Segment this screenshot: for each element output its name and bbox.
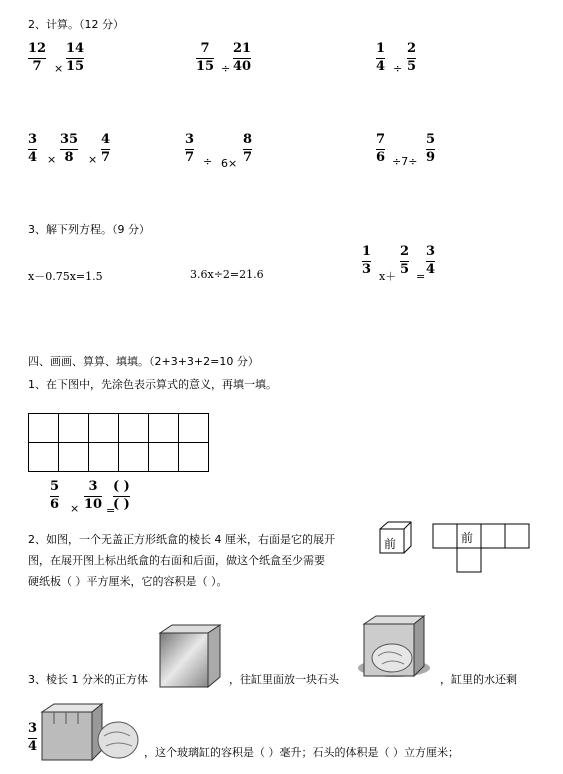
operator: ÷	[393, 62, 403, 75]
fraction: 1 4	[376, 41, 386, 74]
operator: ÷7÷	[392, 155, 418, 168]
net-front-label: 前	[461, 531, 474, 545]
tank-with-stone-figure	[358, 612, 436, 688]
grid-cell[interactable]	[29, 443, 59, 472]
section-3-title: 3、解下列方程。（9 分）	[28, 223, 150, 236]
operator: ×	[47, 153, 57, 166]
operator: ÷	[221, 62, 231, 75]
fraction: 5 9	[426, 132, 436, 165]
operator: ×	[70, 502, 80, 515]
operator: ×	[54, 62, 64, 75]
fraction: 1 3	[362, 244, 372, 277]
question-1-text: 1、在下图中，先涂色表示算式的意义，再填一填。	[28, 378, 277, 391]
fraction: 3 4	[28, 132, 38, 165]
fraction: 14 15	[66, 41, 85, 74]
question-3-line2: ，这个玻璃缸的容积是（ ）毫升；石头的体积是（ ）立方厘米；	[144, 746, 459, 759]
question-3-part2: ，往缸里面放一块石头	[229, 673, 339, 686]
fraction: 3 7	[185, 132, 195, 165]
operator: ÷	[203, 155, 213, 168]
fraction: 5 6	[50, 479, 60, 512]
cube-net-figure	[432, 523, 532, 573]
question-2-line1: 2、如图，一个无盖正方形纸盒的棱长 4 厘米，右面是它的展开	[28, 533, 335, 546]
grid-cell[interactable]	[149, 443, 179, 472]
glass-tank-figure	[158, 623, 222, 689]
fraction: 2 5	[400, 244, 410, 277]
fraction: 21 40	[233, 41, 252, 74]
fraction: 4 7	[101, 132, 111, 165]
equation-1: x－0.75x=1.5	[28, 270, 103, 283]
tank-with-water-figure	[40, 700, 140, 762]
answer-fraction[interactable]: ( ) ( )	[113, 479, 130, 512]
question-2-line2: 图，在展开图上标出纸盒的右面和后面，做这个纸盒至少需要	[28, 554, 325, 567]
shading-grid[interactable]	[28, 413, 209, 472]
section-2-title: 2、计算。（12 分）	[28, 18, 124, 31]
question-2-line3: 硬纸板（ ）平方厘米，它的容积是（ ）。	[28, 575, 228, 588]
grid-cell[interactable]	[179, 414, 209, 443]
box-front-label: 前	[384, 537, 397, 551]
grid-cell[interactable]	[59, 414, 89, 443]
fraction: 3 4	[426, 244, 436, 277]
grid-cell[interactable]	[179, 443, 209, 472]
grid-cell[interactable]	[29, 414, 59, 443]
fraction: 2 5	[407, 41, 417, 74]
equation-2: 3.6x÷2=21.6	[190, 268, 264, 281]
fraction: 7 6	[376, 132, 386, 165]
operator: x＋	[379, 270, 397, 283]
grid-cell[interactable]	[119, 443, 149, 472]
grid-cell[interactable]	[149, 414, 179, 443]
fraction: 7 15	[196, 41, 215, 74]
fraction: 3 10	[84, 479, 103, 512]
grid-cell[interactable]	[89, 443, 119, 472]
equals-sign: =	[416, 270, 426, 283]
fraction: 8 7	[243, 132, 253, 165]
grid-cell[interactable]	[119, 414, 149, 443]
question-3-part1: 3、棱长 1 分米的正方体	[28, 673, 148, 686]
section-4-title: 四、画画、算算、填填。（2+3+3+2=10 分）	[28, 355, 259, 368]
fraction: 12 7	[28, 41, 47, 74]
equals-sign: =	[106, 504, 116, 517]
operator: ×	[88, 153, 98, 166]
fraction: 35 8	[60, 132, 79, 165]
fraction: 3 4	[28, 721, 38, 754]
grid-cell[interactable]	[89, 414, 119, 443]
grid-cell[interactable]	[59, 443, 89, 472]
operator: 6×	[221, 157, 238, 170]
question-3-part3: ，缸里的水还剩	[440, 673, 517, 686]
